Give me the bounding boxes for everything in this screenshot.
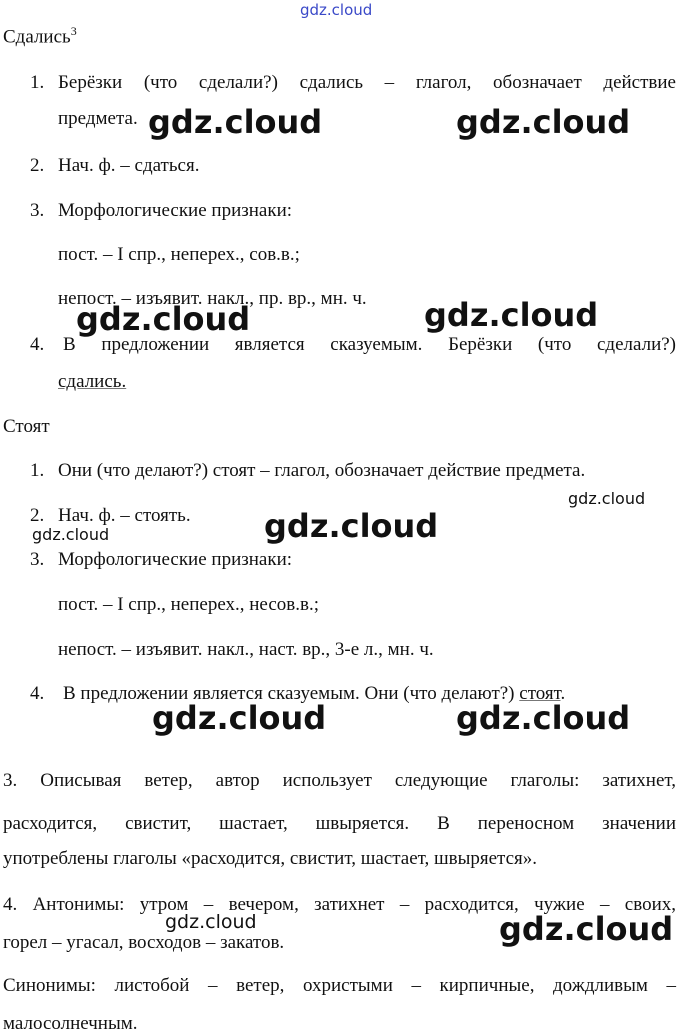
list-number: 2. — [30, 155, 45, 176]
paragraph-line: употреблены глаголы «расходится, свистит, шастает, швыряется». — [3, 848, 537, 869]
list-item-text: Морфологические признаки: — [58, 549, 293, 570]
watermark: gdz.cloud — [264, 507, 439, 545]
list-item-text: Морфологические признаки: — [58, 200, 293, 221]
list-item-text: В предложении является сказуемым. Берёзки (что сделали?) — [63, 334, 676, 355]
watermark: gdz.cloud — [76, 300, 251, 338]
list-number: 4. — [30, 683, 45, 704]
section-title-stoyat: Стоят — [3, 416, 50, 437]
watermark: gdz.cloud — [152, 699, 327, 737]
list-item-text: пост. – I спр., неперех., несов.в.; — [58, 594, 319, 615]
watermark: gdz.cloud — [499, 910, 674, 948]
list-item-text: Нач. ф. – сдаться. — [58, 155, 200, 176]
watermark: gdz.cloud — [424, 296, 599, 334]
list-item-text: предмета. — [58, 108, 138, 129]
list-number: 1. — [30, 460, 45, 481]
list-number: 3. — [30, 549, 45, 570]
list-item-text: Берёзки (что сделали?) сдались – глагол, обозначает действие — [58, 72, 676, 93]
list-number: 3. — [30, 200, 45, 221]
list-item-text-part: . — [560, 683, 566, 704]
list-item-text: пост. – I спр., неперех., сов.в.; — [58, 244, 300, 265]
header-watermark: gdz.cloud — [300, 1, 373, 19]
watermark: gdz.cloud — [568, 489, 646, 508]
paragraph-line: расходится, свистит, шастает, швыряется. В переносном значении — [3, 813, 676, 834]
watermark: gdz.cloud — [165, 911, 257, 933]
watermark: gdz.cloud — [148, 103, 323, 141]
watermark: gdz.cloud — [456, 699, 631, 737]
list-number: 1. — [30, 72, 45, 93]
paragraph-line: Синонимы: листобой – ветер, охристыми – кирпичные, дождливым – — [3, 975, 676, 996]
paragraph-line: 3. Описывая ветер, автор использует следующие глаголы: затихнет, — [3, 770, 676, 791]
list-item-text-part: В предложении является сказуемым. Они (что делают?) — [63, 683, 520, 704]
list-item-text: сдались. — [58, 371, 127, 392]
underlined-word: стоят — [519, 683, 561, 704]
list-number: 2. — [30, 505, 45, 526]
list-number: 4. — [30, 334, 45, 355]
list-item-text: непост. – изъявит. накл., наст. вр., 3-е л., мн. ч. — [58, 639, 434, 660]
paragraph-line: горел – угасал, восходов – закатов. — [3, 932, 285, 953]
section-title-sdalis — [3, 25, 77, 48]
list-item-text: Нач. ф. – стоять. — [58, 505, 191, 526]
paragraph-line: 4. Антонимы: утром – вечером, затихнет – расходится, чужие – своих, — [3, 894, 676, 915]
section-title-text: Сдались — [3, 26, 71, 48]
list-item-text: непост. – изъявит. накл., пр. вр., мн. ч. — [58, 288, 367, 309]
section-title-sup: 3 — [70, 24, 77, 38]
paragraph-line: малосолнечным. — [3, 1013, 138, 1034]
watermark: gdz.cloud — [456, 103, 631, 141]
list-item-text: Они (что делают?) стоят – глагол, обозначает действие предмета. — [58, 460, 586, 481]
watermark: gdz.cloud — [32, 525, 110, 544]
